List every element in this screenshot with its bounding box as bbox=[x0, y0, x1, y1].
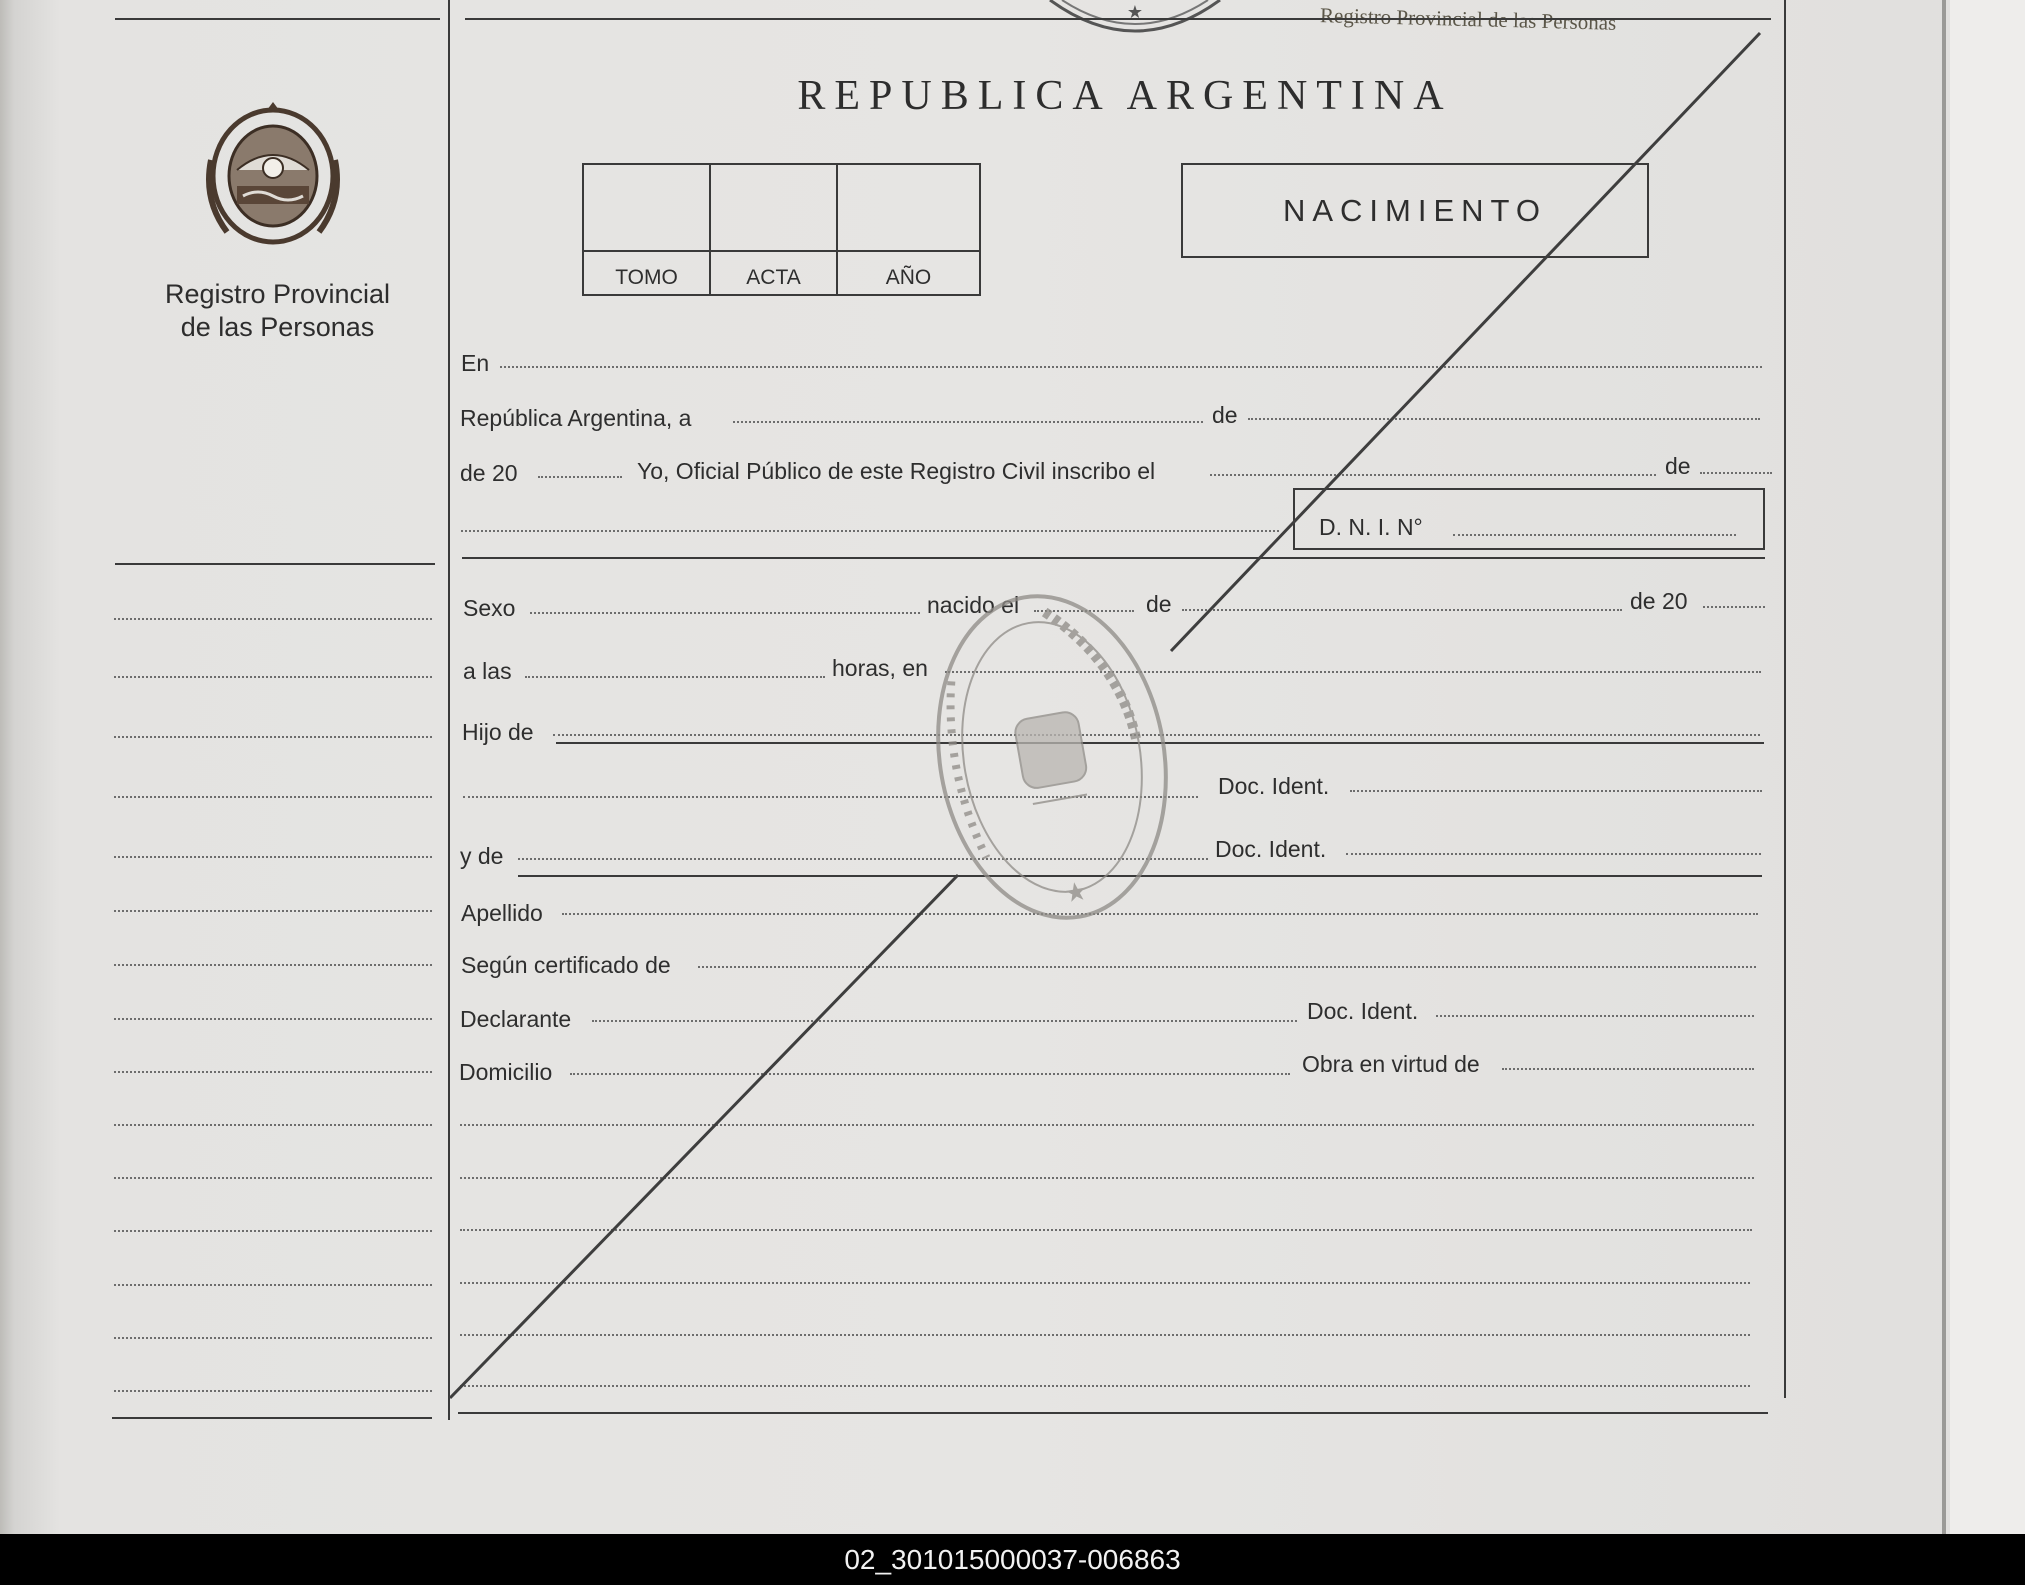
field-label-obra: Obra en virtud de bbox=[1302, 1051, 1480, 1077]
page-title: REPUBLICA ARGENTINA bbox=[797, 73, 1453, 119]
field-label-domicilio: Domicilio bbox=[459, 1059, 553, 1085]
field-label-de: de bbox=[1212, 402, 1238, 428]
field-label-apellido: Apellido bbox=[461, 900, 543, 926]
field-label-horas: horas, en bbox=[832, 655, 928, 681]
svg-text:★: ★ bbox=[1126, 2, 1144, 22]
field-label-de: de bbox=[1146, 591, 1172, 617]
field-label-segun: Según certificado de bbox=[461, 952, 671, 978]
top-stamp-text: Registro Provincial de las Personas bbox=[1319, 3, 1617, 35]
field-label-doc-ident: Doc. Ident. bbox=[1218, 773, 1330, 799]
dni-label: D. N. I. N° bbox=[1319, 514, 1423, 540]
document-type-box: NACIMIENTO bbox=[1181, 163, 1649, 258]
field-label-de20: de 20 bbox=[1630, 588, 1688, 614]
field-label-declarante: Declarante bbox=[460, 1006, 572, 1032]
acta-label: ACTA bbox=[746, 266, 801, 289]
ano-label: AÑO bbox=[885, 266, 932, 289]
field-label-de20: de 20 bbox=[460, 460, 518, 486]
field-label-de: de bbox=[1665, 453, 1691, 479]
field-label-doc-ident: Doc. Ident. bbox=[1307, 998, 1419, 1024]
field-label-a-las: a las bbox=[463, 658, 512, 684]
footer-image-id: 02_301015000037-006863 bbox=[0, 1534, 2025, 1585]
field-label-oficial: Yo, Oficial Público de este Registro Civil inscribo el bbox=[637, 458, 1156, 484]
field-label-nacido: nacido el bbox=[927, 592, 1020, 618]
field-label-hijo: Hijo de bbox=[462, 719, 534, 745]
registry-name-line1: Registro Provincial bbox=[164, 279, 391, 309]
field-label-y-de: y de bbox=[460, 843, 504, 869]
field-label-en: En bbox=[461, 350, 490, 376]
registry-name-line2: de las Personas bbox=[180, 312, 375, 342]
svg-text:★: ★ bbox=[1061, 875, 1090, 909]
field-label-republica: República Argentina, a bbox=[460, 405, 692, 431]
field-label-sexo: Sexo bbox=[463, 595, 516, 621]
tomo-label: TOMO bbox=[615, 266, 678, 289]
field-label-doc-ident: Doc. Ident. bbox=[1215, 836, 1327, 862]
